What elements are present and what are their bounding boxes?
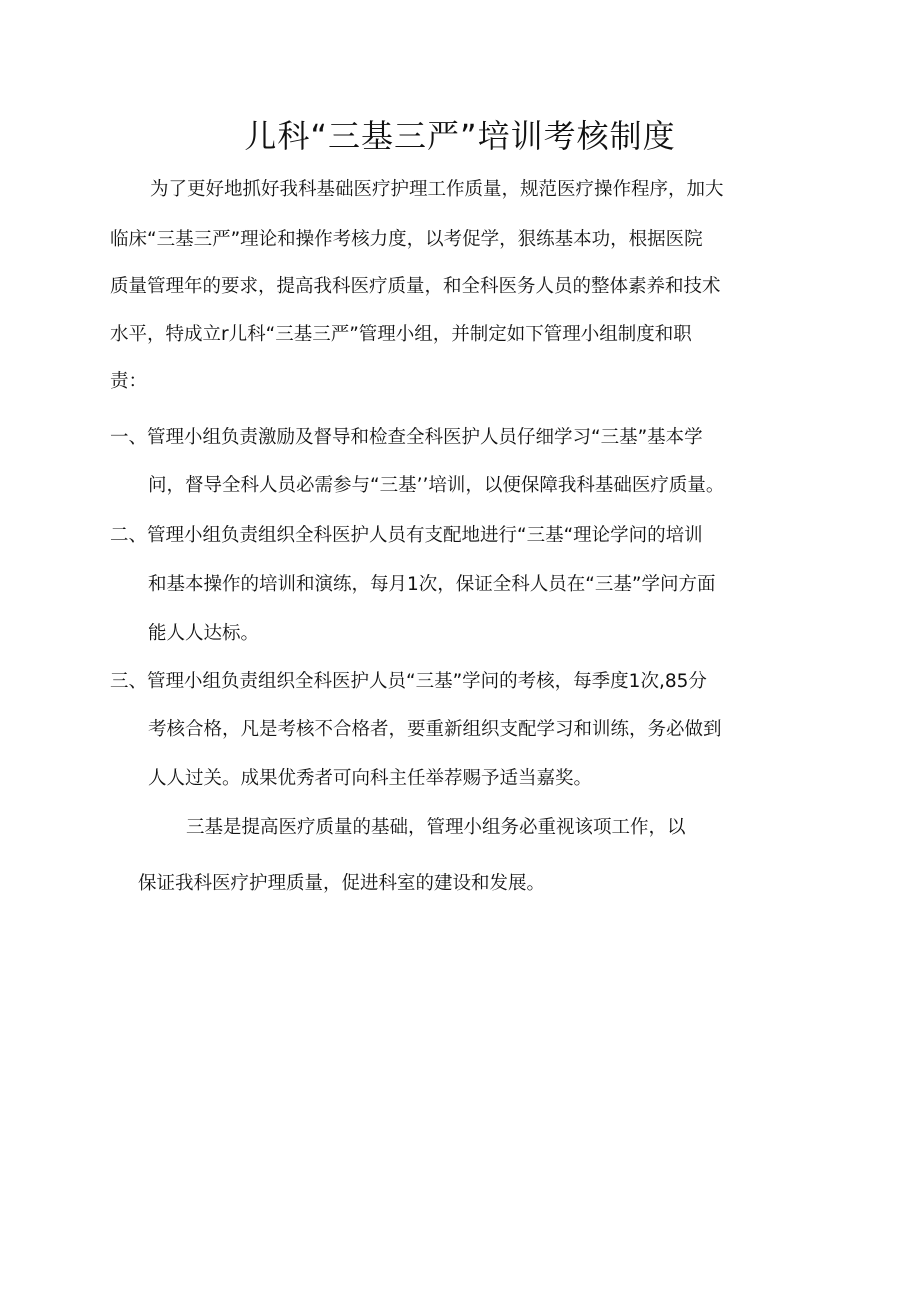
item-2-line: 和基本操作的培训和演练，每月1次，保证全科人员在“三基”学问方面 xyxy=(148,574,716,595)
closing-line: 保证我科医疗护理质量，促进科室的建设和发展。 xyxy=(138,873,546,894)
closing-line: 三基是提高医疗质量的基础，管理小组务必重视该项工作，以 xyxy=(186,817,686,838)
intro-line: 质量管理年的要求，提高我科医疗质量，和全科医务人员的整体素养和技术 xyxy=(110,276,721,297)
item-3-line: 三、管理小组负责组织全科医护人员“三基”学问的考核，每季度1次,85分 xyxy=(110,671,707,692)
intro-line: 责： xyxy=(110,371,148,392)
item-2-line: 二、管理小组负责组织全科医护人员有支配地进行“三基“理论学问的培训 xyxy=(110,525,703,546)
intro-line: 为了更好地抓好我科基础医疗护理工作质量，规范医疗操作程序，加大 xyxy=(150,179,724,200)
intro-line: 水平，特成立r儿科“三基三严”管理小组，并制定如下管理小组制度和职 xyxy=(110,324,692,345)
item-3-line: 人人过关。成果优秀者可向科主任举荐赐予适当嘉奖。 xyxy=(148,768,593,789)
item-1-line: 问，督导全科人员必需参与“三基’’培训，以便保障我科基础医疗质量。 xyxy=(148,475,725,496)
document-title: 儿科“三基三严”培训考核制度 xyxy=(244,117,676,155)
intro-line: 临床“三基三严”理论和操作考核力度，以考促学，狠练基本功，根据医院 xyxy=(110,229,703,250)
item-3-line: 考核合格，凡是考核不合格者，要重新组织支配学习和训练，务必做到 xyxy=(148,719,722,740)
item-2-line: 能人人达标。 xyxy=(148,623,260,644)
item-1-line: 一、管理小组负责激励及督导和检查全科医护人员仔细学习“三基”基本学 xyxy=(110,427,703,448)
